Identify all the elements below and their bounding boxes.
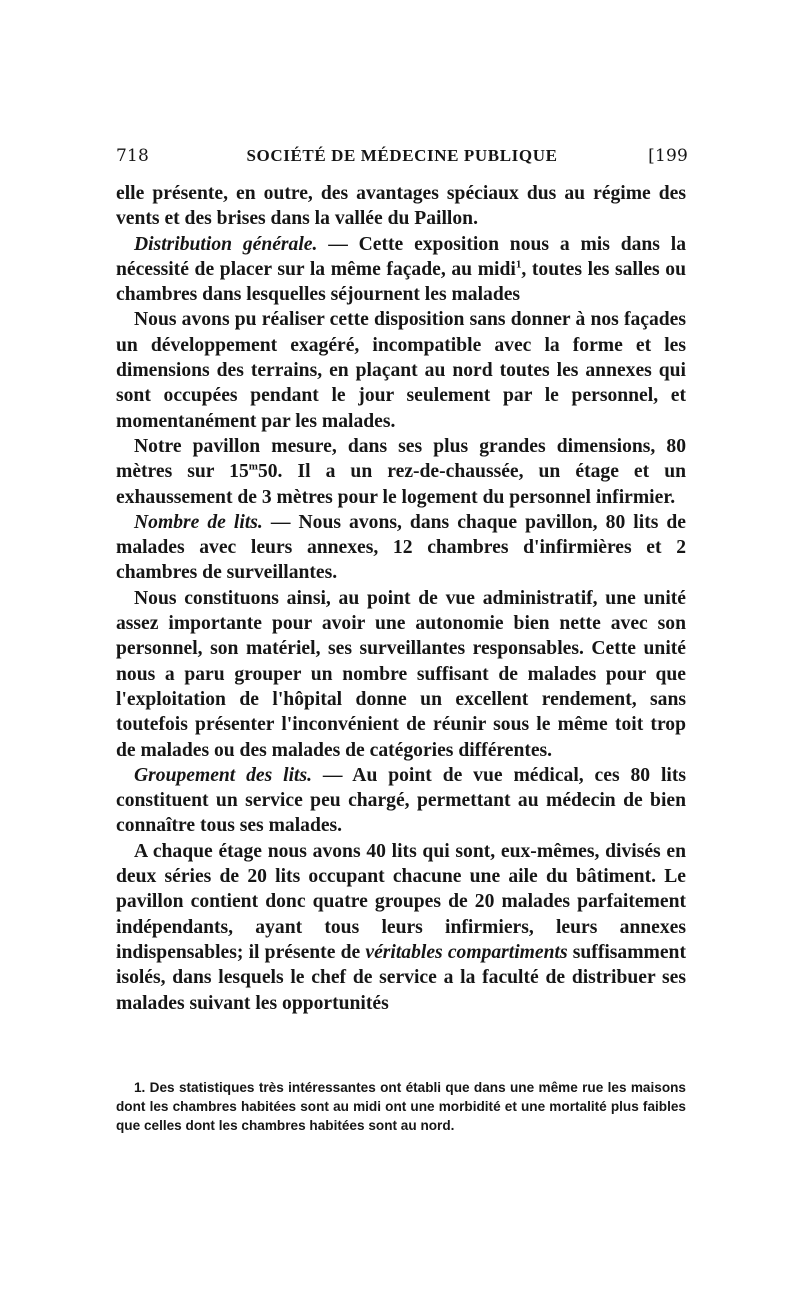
paragraph-6: Nous constituons ainsi, au point de vue administratif, une unité assez importante pour avoir une autonomie bien nette avec son personnel, son matériel, ses surveillantes responsables. Cette unité nous a paru grouper un nombre suffisant de malades pour que l'exploitation de l'hôpital donne un excellent rendement, sans toutefois présenter l'inconvénient de réunir sous le même toit trop de malades ou des malades de catégories différentes. <box>116 587 686 761</box>
unit-superscript: m <box>248 460 258 473</box>
heading-distribution: Distribution générale. <box>134 233 318 255</box>
paragraph-1: elle présente, en outre, des avantages spéciaux dus au régime des vents et des brises dans la vallée du Paillon. <box>116 183 686 230</box>
footnote-mark: 1. <box>134 1080 146 1095</box>
body-text <box>116 181 686 1016</box>
footnote <box>116 1078 686 1135</box>
footnote-reference: 1 <box>515 258 522 271</box>
paragraph-5: Nombre de lits. — Nous avons, dans chaque pavillon, 80 lits de malades avec leurs annexes, 12 chambres d'infirmières et 2 chambres de surveillantes. <box>116 511 687 584</box>
paragraph-2: Distribution générale. — Cette exposition nous a mis dans la nécessité de placer sur la même façade, au midi$^1$, toutes les salles ou chambres dans lesquelles séjournent les malades <box>116 233 686 306</box>
paragraph-4: Notre pavillon mesure, dans ses plus grandes dimensions, 80 mètres sur 15$^m$50. Il a un rez-de-chaussée, un étage et un exhaussement de 3 mètres pour le logement du personnel infirmier. <box>116 435 686 508</box>
footnote-text: Des statistiques très intéressantes ont établi que dans une même rue les maisons dont les chambres habitées sont au midi ont une morbidité et une mortalité plus faibles que celles dont les chambres habitées sont au nord. <box>116 1080 686 1133</box>
heading-groupement: Groupement des lits. <box>134 764 312 786</box>
page-number: 718 <box>116 146 150 166</box>
paragraph-8: A chaque étage nous avons 40 lits qui sont, eux-mêmes, divisés en deux séries de 20 lits occupant chacune une aile du bâtiment. Le pavillon contient donc quatre groupes de 20 malades parfaitement indépendants, ayant tous leurs infirmiers, leurs annexes indispensables; il présente de véritables compartiments suffisamment isolés, dans lesquels le chef de service a la faculté de distribuer ses malades suivant les opportunités <box>116 840 686 1014</box>
running-title: SOCIÉTÉ DE MÉDECINE PUBLIQUE <box>246 146 558 165</box>
running-header <box>116 146 688 172</box>
emphasis-compartiments: véritables compartiments <box>365 941 568 963</box>
paragraph-7: Groupement des lits. — Au point de vue médical, ces 80 lits constituent un service peu chargé, permettant au médecin de bien connaître tous ses malades. <box>116 764 686 837</box>
paragraph-3: Nous avons pu réaliser cette disposition sans donner à nos façades un développement exagéré, incompatible avec la forme et les dimensions des terrains, en plaçant au nord toutes les annexes qui sont occupées pendant le jour seulement par le personnel, et momentanément par les malades. <box>116 309 686 432</box>
heading-nombre-de-lits: Nombre de lits. <box>134 511 263 533</box>
section-marker: [199 <box>648 146 688 166</box>
